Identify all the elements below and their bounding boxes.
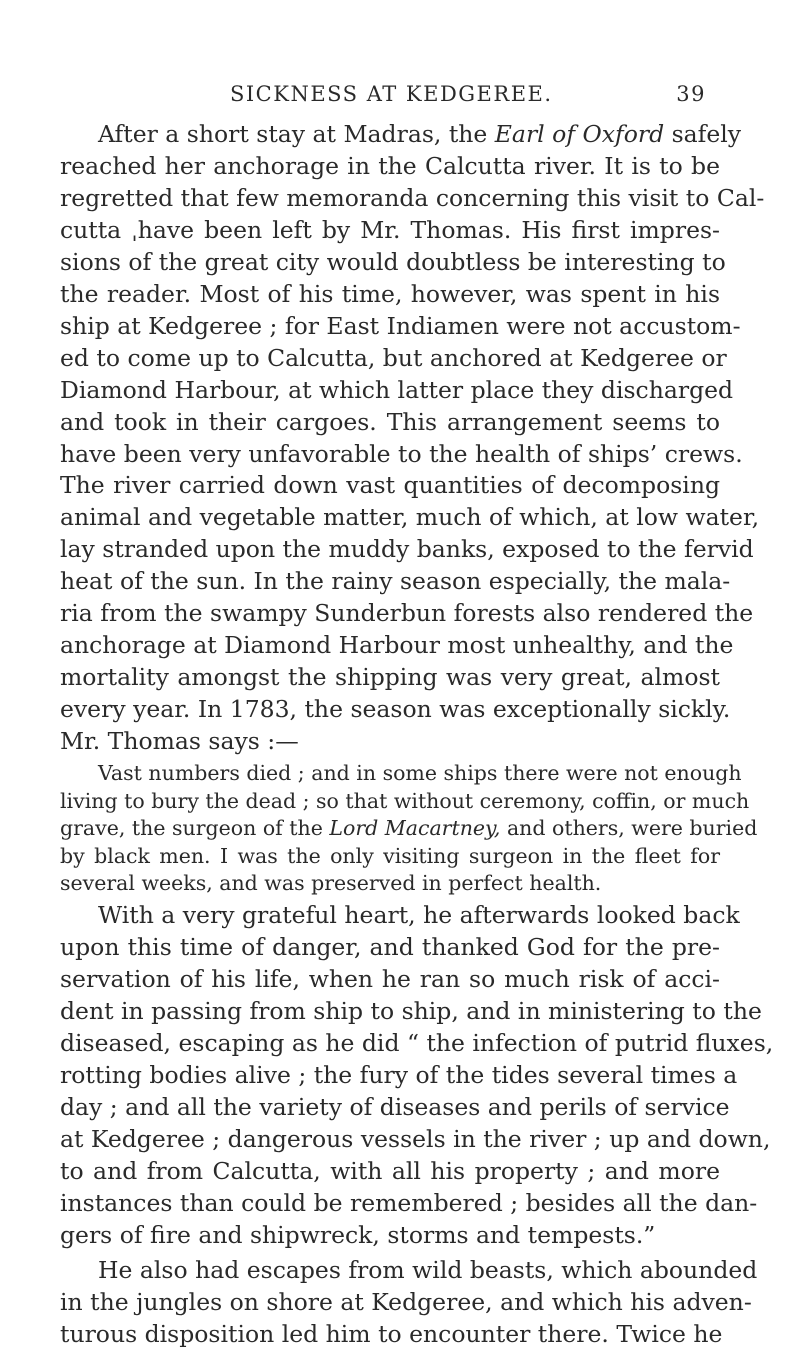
text-line: in the jungles on shore at Kedgeree, and which his adven- [60,1287,752,1316]
paragraph-grateful-heart [60,900,774,1251]
block-quote [60,760,758,898]
ship-name-lord-macartney: Lord Macartney, [329,816,501,840]
text-line: ria from the swampy Sunderbun forests also rendered the [60,599,754,628]
text-line: He also had escapes from wild beasts, which abounded [98,1256,758,1284]
page-number: 39 [676,82,706,106]
text-line: rotting bodies alive ; the fury of the tides several times a [60,1060,738,1089]
quote-line: by black men. I was the only visiting surgeon in the fleet for [60,843,720,868]
ship-name-earl-of-oxford: Earl of Oxford [494,120,665,148]
quote-line: Vast numbers died ; and in some ships there were not enough [98,761,742,785]
text-line: ship at Kedgeree ; for East Indiamen were not accustom- [60,311,741,340]
text-line: ed to come up to Calcutta, but anchored at Kedgeree or [60,343,727,372]
text-line: animal and vegetable matter, much of which, at low water, [60,503,760,532]
text-line: at Kedgeree ; dangerous vessels in the river ; up and down, [60,1124,771,1153]
quote-line: living to bury the dead ; so that without ceremony, coffin, or much [60,788,750,813]
text-line: have been very unfavorable to the health of ships’ crews. [60,439,743,468]
text-line: reached her anchorage in the Calcutta river. It is to be [60,151,720,180]
text-line: lay stranded upon the muddy banks, exposed to the fervid [60,535,754,564]
text-line: servation of his life, when he ran so much risk of acci- [60,964,720,993]
text-line: dent in passing from ship to ship, and in ministering to the [60,996,762,1025]
quote-line: several weeks, and was preserved in perfect health. [60,871,602,895]
quote-line: grave, the surgeon of the Lord Macartney, and others, were buried [60,816,758,840]
text-line: instances than could be remembered ; besides all the dan- [60,1188,758,1217]
text-line: day ; and all the variety of diseases and perils of service [60,1092,730,1121]
text-line: to and from Calcutta, with all his property ; and more [60,1156,720,1185]
paragraph-wild-beasts [60,1255,758,1351]
text-line: anchorage at Diamond Harbour most unhealthy, and the [60,631,734,660]
text-line: the reader. Most of his time, however, was spent in his [60,279,720,308]
text-line: Diamond Harbour, at which latter place they discharged [60,375,734,404]
paragraph-madras-calcutta [60,119,765,758]
running-title: SICKNESS AT KEDGEREE. [230,82,553,106]
text-line: turous disposition led him to encounter there. Twice he [60,1319,723,1348]
text-line: heat of the sun. In the rainy season especially, the mala- [60,567,731,596]
text-line: gers of fire and shipwreck, storms and tempests.” [60,1220,656,1249]
text-line: cutta ˌhave been left by Mr. Thomas. His first impres- [60,215,720,244]
text-line: regretted that few memoranda concerning this visit to Cal- [60,183,765,212]
text-line: The river carried down vast quantities of decomposing [60,471,720,500]
text-line: Mr. Thomas says :— [60,727,299,756]
running-head [90,82,710,112]
text-line: mortality amongst the shipping was very great, almost [60,663,720,692]
text-line: With a very grateful heart, he afterwards looked back [98,901,740,929]
text-line: sions of the great city would doubtless be interesting to [60,247,726,276]
text-line: diseased, escaping as he did “ the infection of putrid fluxes, [60,1028,774,1057]
text-line: upon this time of danger, and thanked God for the pre- [60,932,720,961]
text-line: every year. In 1783, the season was exceptionally sickly. [60,695,731,724]
text-line: and took in their cargoes. This arrangement seems to [60,407,720,436]
text-line: After a short stay at Madras, the Earl of Oxford safely [98,120,742,148]
